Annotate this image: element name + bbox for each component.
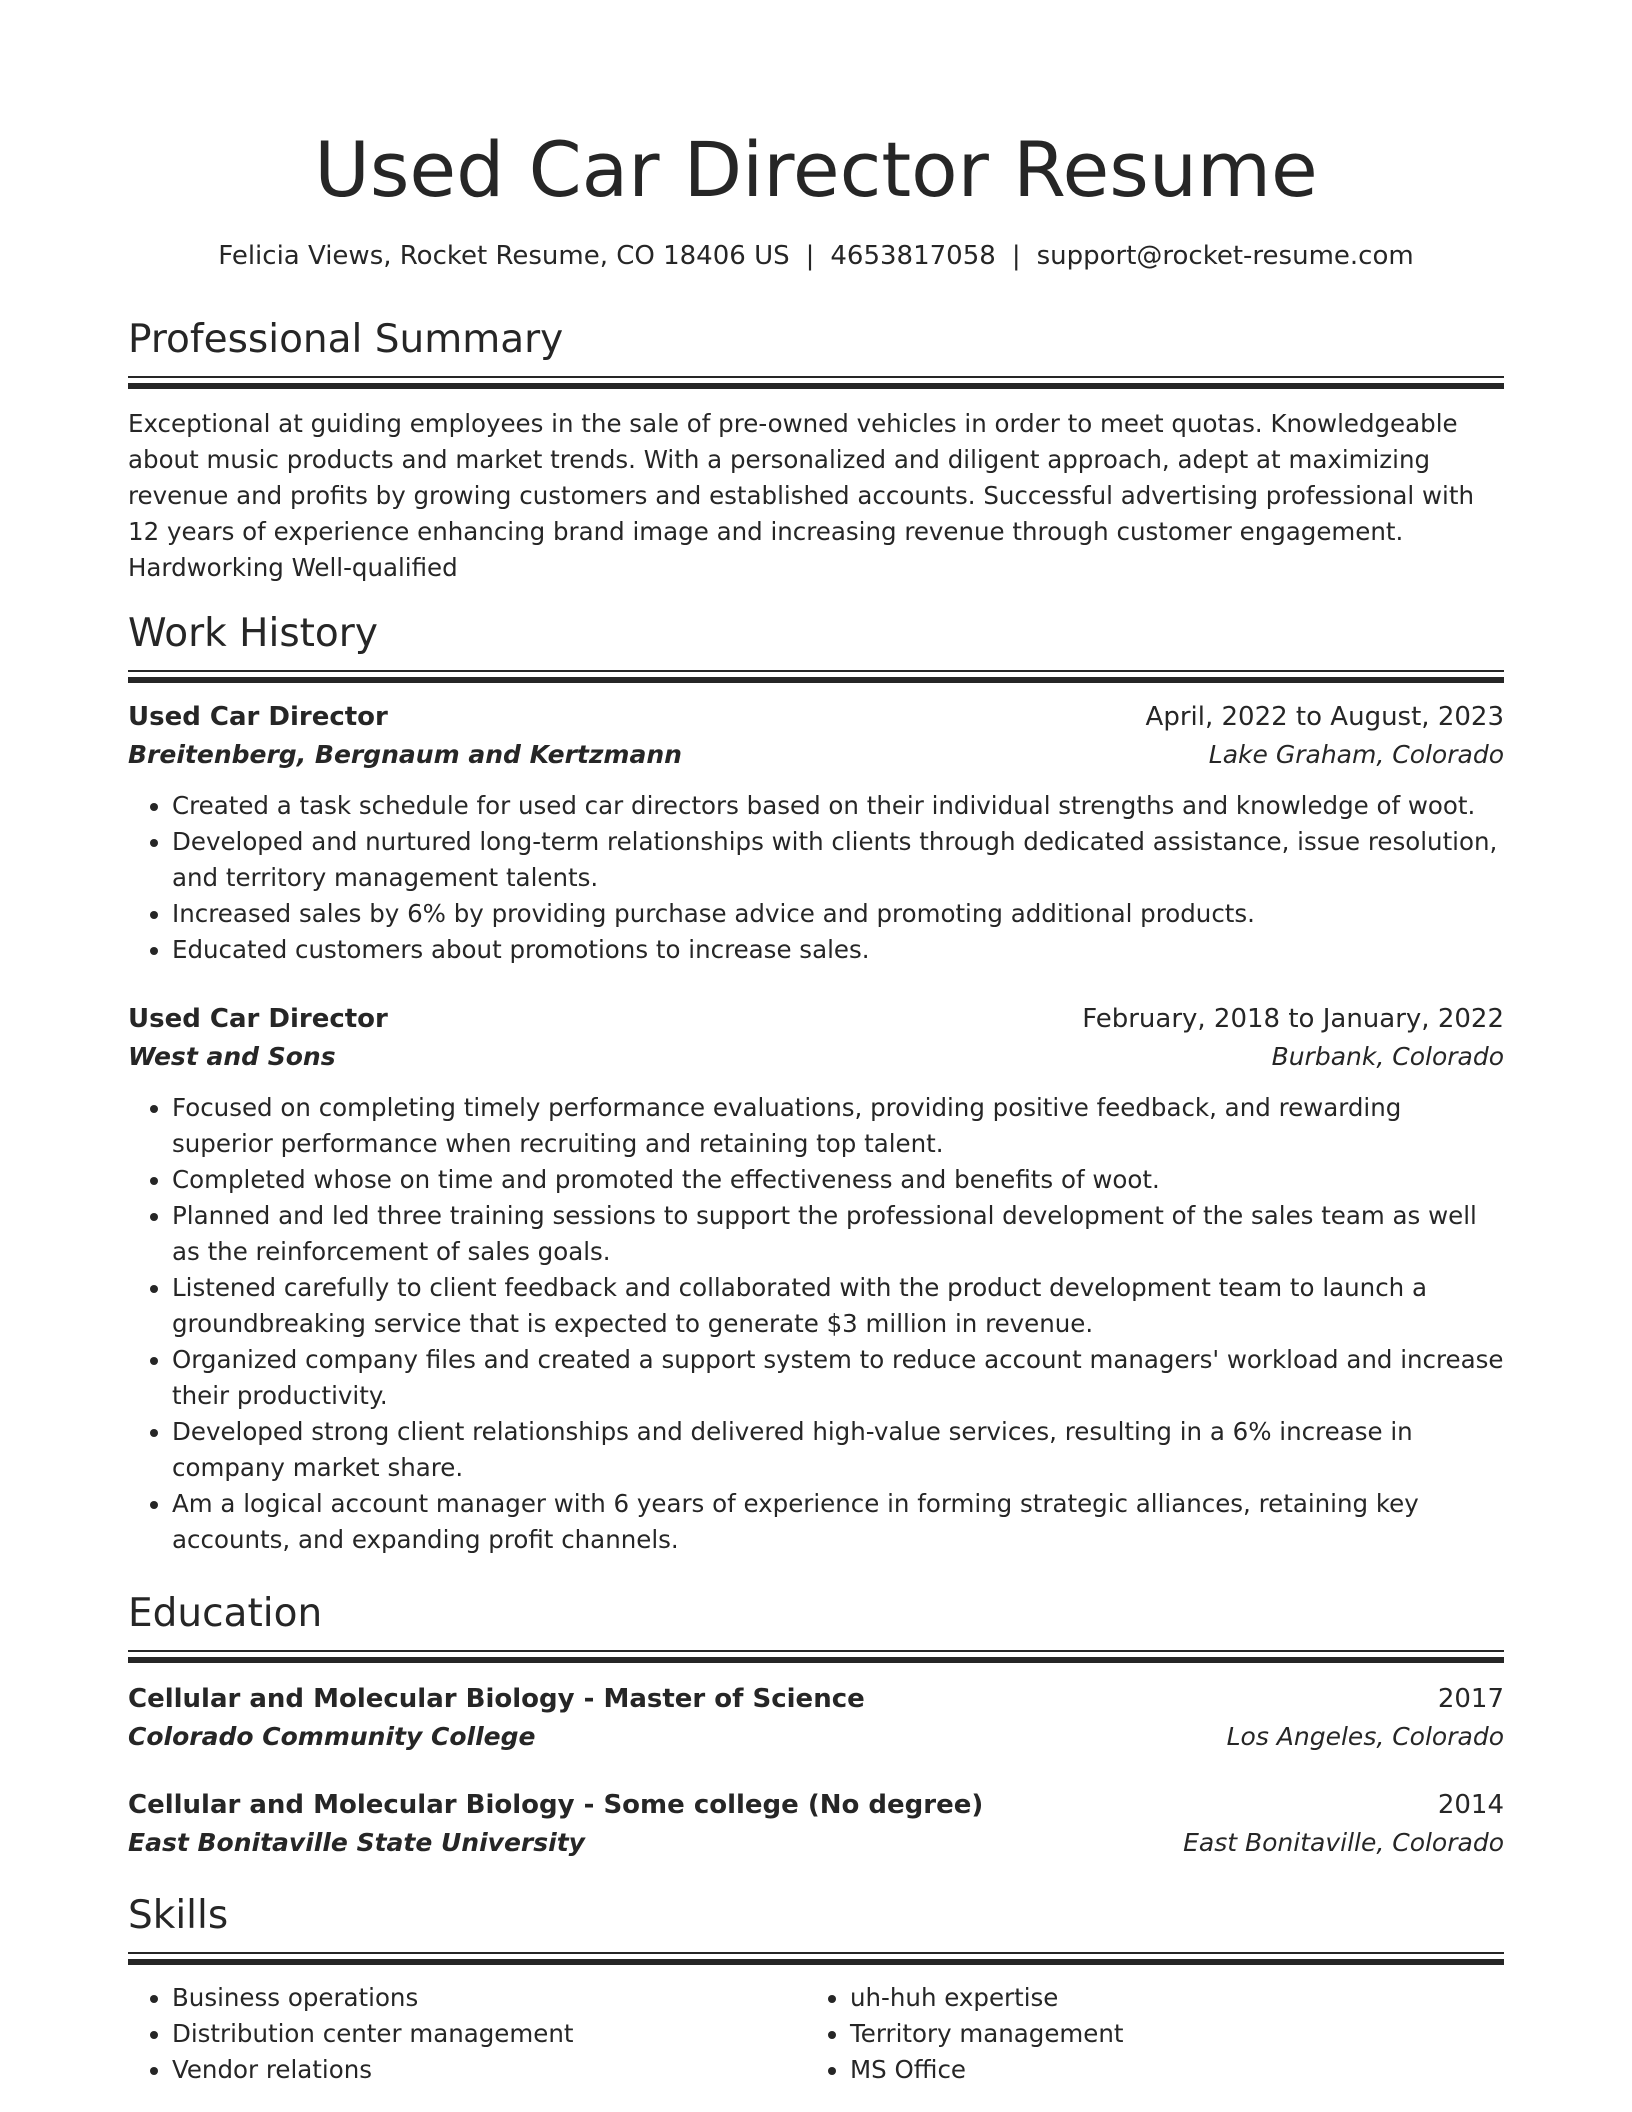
list-item: • Listened carefully to client feedback and collaborated with the product development team to launch a groundbreaking service that is expected to generate $3 million in revenue. — [172, 1270, 1504, 1342]
skills-list-left — [128, 1980, 806, 2088]
section-divider — [128, 1952, 1504, 1966]
skills-list-right — [806, 1980, 1484, 2088]
list-item: • Developed and nurtured long-term relationships with clients through dedicated assistance, issue resolution, and territory management talents. — [172, 824, 1504, 896]
job-entry — [128, 1000, 1504, 1558]
education-degree: Cellular and Molecular Biology - Some college (No degree) — [128, 1790, 984, 1820]
contact-separator: | — [1011, 241, 1021, 271]
job-header — [128, 698, 1504, 736]
job-dates: February, 2018 to January, 2022 — [1082, 1004, 1504, 1034]
list-item: • Organized company files and created a support system to reduce account managers' workload and increase their productivity. — [172, 1342, 1504, 1414]
job-company: Breitenberg, Bergnaum and Kertzmann — [128, 740, 682, 769]
education-school: Colorado Community College — [128, 1722, 536, 1751]
job-header — [128, 1000, 1504, 1038]
job-bullets — [128, 788, 1504, 968]
list-item: • Vendor relations — [172, 2052, 806, 2088]
education-location: East Bonitaville, Colorado — [1183, 1828, 1504, 1857]
education-year: 2017 — [1437, 1684, 1504, 1714]
section-divider — [128, 670, 1504, 684]
section-heading-education: Education — [128, 1591, 323, 1636]
section-divider — [128, 376, 1504, 390]
contact-email: support@rocket-resume.com — [1036, 241, 1414, 271]
summary-text: Exceptional at guiding employees in the sale of pre-owned vehicles in order to meet quotas. Knowledgeable about music products and market trends. With a personalized and diligent approach, adept at maximizing revenue and profits by growing customers and established accounts. Successful advertising professional with 12 years of experience enhancing brand image and increasing revenue through customer engagement. Hardworking Well-qualified — [128, 409, 1474, 582]
list-item: • MS Office — [850, 2052, 1484, 2088]
job-bullets — [128, 1090, 1504, 1558]
job-dates: April, 2022 to August, 2023 — [1145, 702, 1504, 732]
list-item: • Focused on completing timely performance evaluations, providing positive feedback, and rewarding superior performance when recruiting and retaining top talent. — [172, 1090, 1504, 1162]
job-location: Burbank, Colorado — [1271, 1042, 1504, 1071]
skills-section — [128, 1890, 1504, 2088]
work-history-section — [128, 608, 1504, 1558]
education-header — [128, 1680, 1504, 1718]
education-section — [128, 1588, 1504, 1862]
education-header — [128, 1786, 1504, 1824]
job-location: Lake Graham, Colorado — [1208, 740, 1504, 769]
education-location: Los Angeles, Colorado — [1226, 1722, 1504, 1751]
list-item: • Educated customers about promotions to increase sales. — [172, 932, 1504, 968]
list-item: • Completed whose on time and promoted the effectiveness and benefits of woot. — [172, 1162, 1504, 1198]
section-heading-skills: Skills — [128, 1893, 229, 1938]
job-subheader — [128, 736, 1504, 774]
education-school: East Bonitaville State University — [128, 1828, 585, 1857]
list-item: • Increased sales by 6% by providing purchase advice and promoting additional products. — [172, 896, 1504, 932]
contact-line — [128, 236, 1504, 276]
job-entry — [128, 698, 1504, 968]
skills-columns — [128, 1980, 1504, 2088]
contact-separator: | — [805, 241, 815, 271]
section-heading-summary: Professional Summary — [128, 317, 564, 362]
job-title: Used Car Director — [128, 1004, 388, 1034]
education-subheader — [128, 1824, 1504, 1862]
education-entry — [128, 1680, 1504, 1756]
list-item: • Business operations — [172, 1980, 806, 2016]
job-title: Used Car Director — [128, 702, 388, 732]
job-subheader — [128, 1038, 1504, 1076]
education-subheader — [128, 1718, 1504, 1756]
section-heading-work-history: Work History — [128, 611, 378, 656]
education-entry — [128, 1786, 1504, 1862]
list-item: • Distribution center management — [172, 2016, 806, 2052]
section-divider — [128, 1650, 1504, 1664]
contact-phone: 4653817058 — [830, 241, 996, 271]
list-item: • Planned and led three training sessions to support the professional development of the sales team as well as the reinforcement of sales goals. — [172, 1198, 1504, 1270]
education-degree: Cellular and Molecular Biology - Master of Science — [128, 1684, 865, 1714]
resume-title: Used Car Director Resume — [314, 125, 1318, 214]
job-company: West and Sons — [128, 1042, 336, 1071]
list-item: • Developed strong client relationships and delivered high-value services, resulting in a 6% increase in company market share. — [172, 1414, 1504, 1486]
education-year: 2014 — [1437, 1790, 1504, 1820]
list-item: • Territory management — [850, 2016, 1484, 2052]
list-item: • uh-huh expertise — [850, 1980, 1484, 2016]
list-item: • Created a task schedule for used car directors based on their individual strengths and knowledge of woot. — [172, 788, 1504, 824]
list-item: • Am a logical account manager with 6 years of experience in forming strategic alliances, retaining key accounts, and expanding profit channels. — [172, 1486, 1504, 1558]
summary-section — [128, 314, 1504, 586]
contact-address: Felicia Views, Rocket Resume, CO 18406 US — [218, 241, 790, 271]
